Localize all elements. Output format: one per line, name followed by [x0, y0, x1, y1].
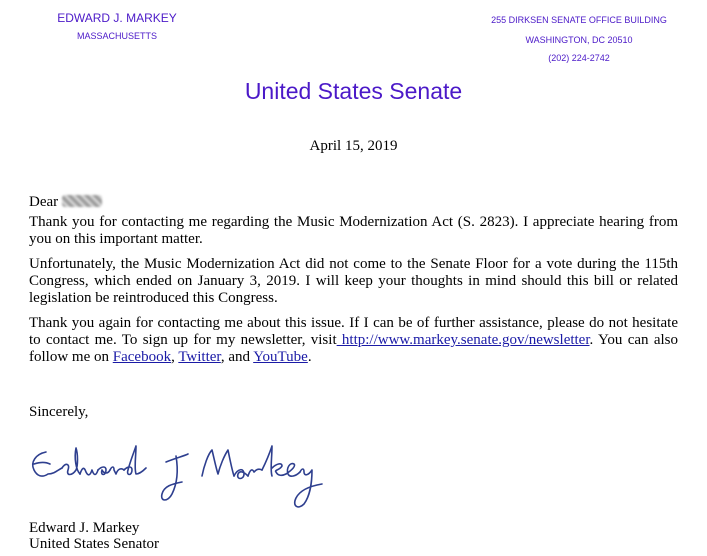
letter-body	[29, 194, 678, 374]
letterhead-title: United States Senate	[244, 78, 463, 104]
office-address: 255 DIRKSEN SENATE OFFICE BUILDING	[491, 15, 667, 25]
signer-name: Edward J. Markey	[29, 520, 140, 536]
facebook-link[interactable]: Facebook	[112, 349, 172, 365]
redacted-recipient-name	[62, 195, 102, 207]
paragraph-2: Unfortunately, the Music Modernization Act did not come to the Senate Floor for a vote during the 115th Congress, which ended on January 3, 2019. I will keep your thoughts in mind should this bill or related legislation be reintroduced this Congress.	[29, 256, 678, 306]
signer-title: United States Senator	[29, 536, 159, 552]
letter-date: April 15, 2019	[309, 138, 398, 154]
separator-and: , and	[220, 349, 254, 365]
youtube-link[interactable]: YouTube	[253, 349, 308, 365]
final-period: .	[307, 349, 312, 365]
handwritten-signature	[26, 440, 346, 515]
salutation	[29, 194, 678, 211]
signature-svg	[26, 440, 346, 515]
paragraph-1: Thank you for contacting me regarding the Music Modernization Act (S. 2823). I appreciate hearing from you on this important matter.	[29, 214, 678, 247]
paragraph-3-follow-text: . You can also follow me on	[29, 332, 678, 365]
sender-state: MASSACHUSETTS	[76, 31, 157, 41]
newsletter-link[interactable]: http://www.markey.senate.gov/newsletter	[336, 332, 590, 348]
signer-block	[29, 520, 159, 552]
twitter-link[interactable]: Twitter	[178, 349, 221, 365]
office-phone: (202) 224-2742	[548, 53, 610, 63]
paragraph-3	[29, 315, 678, 366]
closing: Sincerely,	[29, 404, 89, 420]
salutation-text: Dear	[29, 194, 59, 210]
separator-comma: ,	[171, 349, 179, 365]
sender-name: EDWARD J. MARKEY	[57, 11, 177, 25]
paragraph-3-text: Thank you again for contacting me about this issue. If I can be of further assistance, please do not hesitate to contact me. To sign up for my newsletter, visit	[29, 315, 678, 348]
city-state-zip: WASHINGTON, DC 20510	[525, 35, 633, 45]
